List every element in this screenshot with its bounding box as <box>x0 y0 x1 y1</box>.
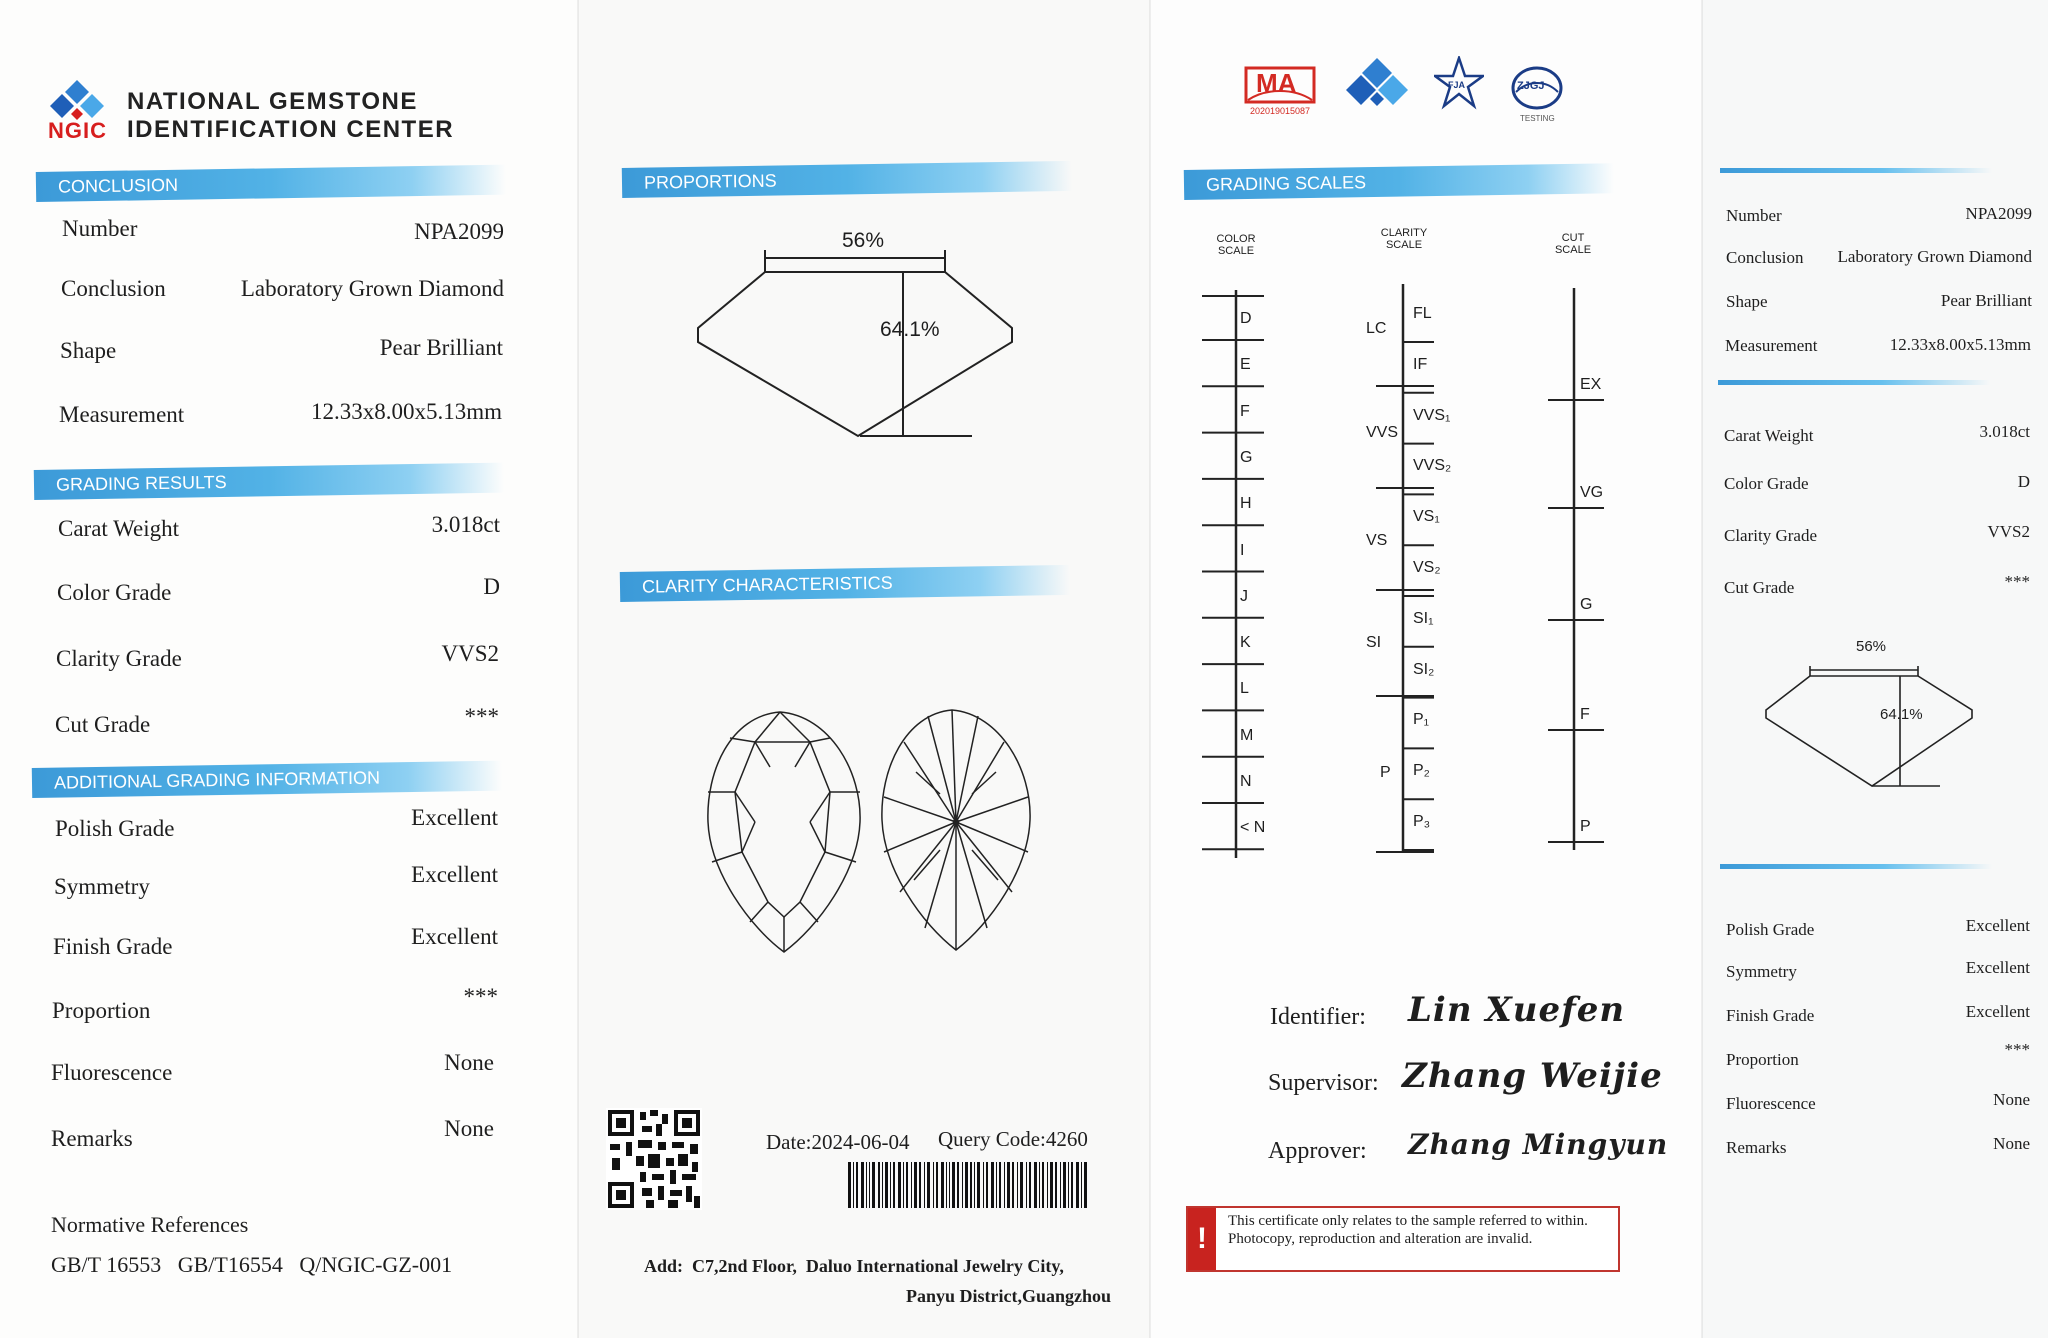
row-label: Proportion <box>1726 1050 1799 1069</box>
row-value: VVS2 <box>441 641 499 666</box>
row-value: None <box>1993 1134 2030 1153</box>
clarity-group-label: VS <box>1366 532 1388 549</box>
cut-grade-label: VG <box>1580 484 1604 501</box>
summary-bottom-rule <box>1720 864 1992 869</box>
row-value: VVS2 <box>1987 522 2030 541</box>
color-grade-label: I <box>1240 541 1245 559</box>
row-label: Symmetry <box>1726 962 1797 981</box>
section-header-additional: ADDITIONAL GRADING INFORMATION <box>32 761 502 798</box>
summary-mid-rule <box>1718 380 1990 385</box>
row-label: Fluorescence <box>51 1060 173 1085</box>
address-line1: Add: C7,2nd Floor, Daluo International Jewelry City, <box>644 1256 1064 1276</box>
row-label: Polish Grade <box>55 816 175 841</box>
row-value: Laboratory Grown Diamond <box>1837 247 2032 266</box>
clarity-grade-label: P₃ <box>1413 813 1431 830</box>
fja-text: FJA <box>1448 80 1466 90</box>
approver-label: Approver: <box>1268 1138 1367 1164</box>
zjgj-text: ZJGJ <box>1517 80 1545 92</box>
row-value: Pear Brilliant <box>379 335 503 360</box>
color-grade-label: H <box>1240 495 1252 513</box>
row-value: NPA2099 <box>414 219 504 244</box>
row-label: Shape <box>60 338 117 363</box>
row-label: Fluorescence <box>1726 1094 1816 1113</box>
color-grade-label: G <box>1240 448 1253 466</box>
normative-refs: GB/T 16553 GB/T16554 Q/NGIC-GZ-001 <box>51 1252 453 1277</box>
color-grade-label: J <box>1240 587 1248 605</box>
diamond-profile-outline <box>698 272 1012 436</box>
row-label: Finish Grade <box>1726 1006 1815 1025</box>
row-value: D <box>483 574 500 599</box>
clarity-grade-label: VVS₂ <box>1413 457 1452 475</box>
row-value: Excellent <box>411 805 498 830</box>
row-label: Color Grade <box>57 580 172 605</box>
row-label: Carat Weight <box>58 516 179 541</box>
row-label: Conclusion <box>1726 248 1804 267</box>
row-label: Measurement <box>59 402 185 427</box>
cma-text: MA <box>1256 68 1297 98</box>
row-value: None <box>444 1116 494 1141</box>
clarity-grade-label: SI₂ <box>1413 660 1435 678</box>
row-value: Excellent <box>1965 1002 2030 1021</box>
clarity-grade-label: SI₁ <box>1413 609 1434 627</box>
clarity-plot-diagram <box>700 702 1040 964</box>
approver-signature: Zhang Mingyun <box>1408 1128 1669 1161</box>
clarity-grade-label: VVS₁ <box>1413 406 1451 424</box>
report-date: Date:2024-06-04 <box>766 1130 910 1154</box>
supervisor-signature: Zhang Weijie <box>1402 1056 1663 1096</box>
row-value: *** <box>464 704 499 729</box>
row-label: Color Grade <box>1724 474 1809 493</box>
disclaimer-text: This certificate only relates to the sample referred to within. Photocopy, reproduction and alteration are invalid. <box>1228 1213 1588 1247</box>
row-label: Finish Grade <box>53 934 173 959</box>
row-label: Polish Grade <box>1726 920 1815 939</box>
section-header-proportions: PROPORTIONS <box>622 161 1072 198</box>
color-grade-label: K <box>1240 634 1251 652</box>
row-label: Remarks <box>51 1126 133 1151</box>
clarity-group-label: LC <box>1366 320 1387 337</box>
summary-top-rule <box>1720 168 1992 173</box>
clarity-grade-label: VS₁ <box>1413 508 1440 526</box>
color-grade-label: F <box>1240 402 1250 420</box>
clarity-group-label: P <box>1380 764 1391 781</box>
row-value: NPA2099 <box>1965 204 2032 223</box>
row-value: 12.33x8.00x5.13mm <box>310 399 502 424</box>
clarity-grade-label: IF <box>1413 355 1428 373</box>
proportions-depth-percent: 64.1% <box>880 318 940 341</box>
color-grade-label: M <box>1240 726 1254 744</box>
row-value: *** <box>463 984 498 1009</box>
ngic-abbr: NGIC <box>48 118 107 143</box>
row-value: *** <box>2004 1040 2030 1059</box>
row-label: Remarks <box>1726 1138 1787 1157</box>
row-value: None <box>1993 1090 2030 1109</box>
clarity-grade-label: P₂ <box>1413 762 1430 780</box>
identifier-signature: Lin Xuefen <box>1408 990 1626 1030</box>
clarity-group-label: SI <box>1366 634 1382 651</box>
clarity-group-label: VVS <box>1366 424 1399 441</box>
color-scale-header: COLOR SCALE <box>1216 233 1256 257</box>
proportions-table-percent: 56% <box>842 229 885 252</box>
color-grade-label: N <box>1240 773 1252 790</box>
address-line2: Panyu District,Guangzhou <box>906 1286 1112 1306</box>
row-label: Clarity Grade <box>1724 526 1817 545</box>
section-header-conclusion: CONCLUSION <box>36 165 506 202</box>
row-value: Excellent <box>1965 958 2030 977</box>
cut-scale-header: CUT SCALE <box>1554 232 1592 256</box>
row-value: Excellent <box>411 924 498 949</box>
summary-table-percent: 56% <box>1856 638 1887 655</box>
org-name-line2: IDENTIFICATION CENTER <box>127 116 455 143</box>
clarity-grade-label: FL <box>1413 305 1432 322</box>
cma-number: 202019015087 <box>1249 106 1311 116</box>
row-value: Excellent <box>411 862 498 887</box>
summary-depth-percent: 64.1% <box>1880 706 1923 723</box>
row-label: Measurement <box>1725 336 1818 355</box>
row-label: Carat Weight <box>1724 426 1814 445</box>
qr-code-icon <box>606 1108 702 1210</box>
row-label: Shape <box>1726 292 1768 311</box>
row-value: 3.018ct <box>1979 422 2030 441</box>
section-header-grading-results: GRADING RESULTS <box>34 463 504 500</box>
row-label: Clarity Grade <box>56 646 182 671</box>
clarity-scale-header: CLARITY SCALE <box>1380 227 1428 251</box>
row-label: Cut Grade <box>55 712 151 737</box>
cut-grade-label: G <box>1580 596 1593 613</box>
color-grade-label: < N <box>1240 819 1266 837</box>
row-value: Pear Brilliant <box>1940 291 2032 310</box>
pear-crown-view <box>708 712 860 952</box>
warning-icon: ! <box>1188 1208 1216 1270</box>
color-grade-label: E <box>1240 356 1251 374</box>
clarity-grade-label: P₁ <box>1413 711 1430 729</box>
query-code: Query Code:4260 <box>938 1127 1088 1151</box>
proportions-diagram <box>690 228 1020 448</box>
row-label: Proportion <box>52 998 151 1023</box>
cut-grade-label: F <box>1580 706 1590 723</box>
row-value: Laboratory Grown Diamond <box>240 276 504 301</box>
row-label: Symmetry <box>54 874 150 899</box>
section-header-clarity-characteristics: CLARITY CHARACTERISTICS <box>620 565 1070 602</box>
org-name-line1: NATIONAL GEMSTONE <box>127 88 418 115</box>
row-label: Conclusion <box>61 276 166 301</box>
row-label: Cut Grade <box>1724 578 1795 597</box>
row-value: 12.33x8.00x5.13mm <box>1889 335 2031 354</box>
clarity-grade-label: VS₂ <box>1413 559 1441 576</box>
row-value: None <box>444 1050 494 1075</box>
row-label: Number <box>62 216 138 241</box>
section-header-grading-scales: GRADING SCALES <box>1184 163 1614 200</box>
disclaimer-notice <box>1186 1206 1620 1272</box>
color-grade-label: L <box>1240 680 1249 698</box>
normative-title: Normative References <box>51 1212 249 1237</box>
zjgj-testing: TESTING <box>1520 114 1555 123</box>
row-label: Number <box>1726 206 1782 225</box>
ngic-diamond-icon <box>48 78 106 122</box>
identifier-label: Identifier: <box>1270 1004 1366 1030</box>
pear-pavilion-view <box>882 710 1030 950</box>
cut-grade-label: EX <box>1580 376 1602 393</box>
row-value: D <box>2017 472 2030 491</box>
color-grade-label: D <box>1240 310 1252 327</box>
barcode-icon <box>848 1162 1088 1208</box>
supervisor-label: Supervisor: <box>1268 1070 1379 1096</box>
row-value: Excellent <box>1965 916 2030 935</box>
cut-grade-label: P <box>1580 818 1591 835</box>
row-value: *** <box>2004 572 2030 591</box>
summary-proportions-diagram <box>1760 654 1980 790</box>
row-value: 3.018ct <box>431 512 500 537</box>
